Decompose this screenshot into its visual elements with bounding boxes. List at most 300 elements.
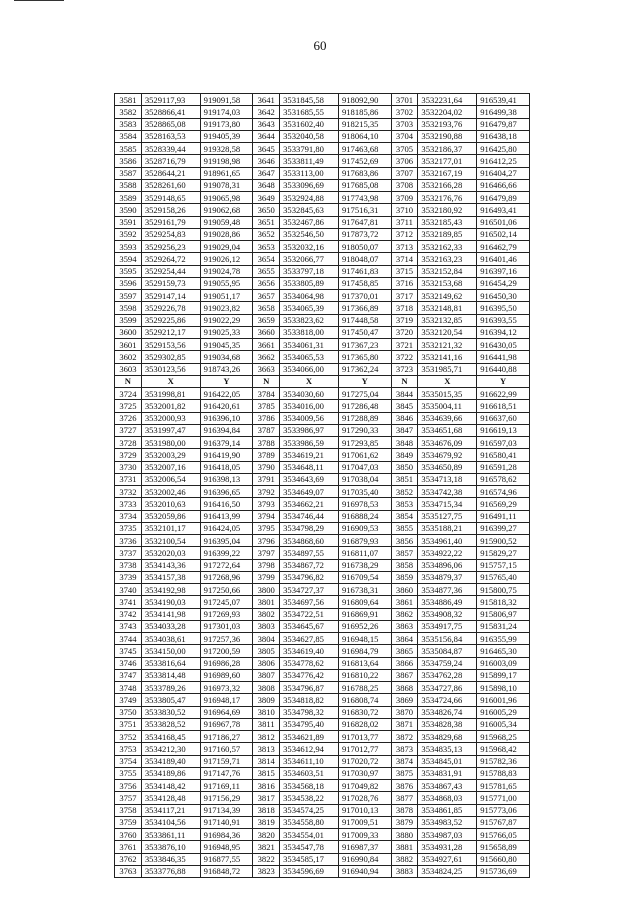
cell-y: 919055,95 <box>200 277 253 289</box>
cell-y: 916440,88 <box>477 363 530 375</box>
cell-x: 3534798,32 <box>280 706 339 718</box>
cell-y: 918185,86 <box>338 106 391 118</box>
cell-n: 3647 <box>253 167 280 179</box>
cell-n: 3720 <box>391 326 418 338</box>
cell-x: 3528865,08 <box>141 118 200 130</box>
cell-n: 3820 <box>253 829 280 841</box>
cell-n: 3735 <box>115 522 142 534</box>
cell-y: 917272,64 <box>200 559 253 571</box>
table-row <box>115 743 530 755</box>
cell-x: 3534143,36 <box>141 559 200 571</box>
cell-y: 915829,27 <box>477 547 530 559</box>
header-cell-n: N <box>253 375 280 387</box>
cell-n: 3588 <box>115 179 142 191</box>
cell-n: 3793 <box>253 498 280 510</box>
cell-y: 917516,31 <box>338 204 391 216</box>
cell-n: 3752 <box>115 731 142 743</box>
cell-n: 3747 <box>115 669 142 681</box>
cell-n: 3732 <box>115 486 142 498</box>
cell-y: 919034,68 <box>200 351 253 363</box>
cell-x: 3529302,85 <box>141 351 200 363</box>
cell-y: 917873,72 <box>338 228 391 240</box>
cell-y: 916909,53 <box>338 522 391 534</box>
header-cell-x: X <box>141 375 200 387</box>
table-row <box>115 412 530 424</box>
cell-x: 3532190,88 <box>418 130 477 142</box>
cell-n: 3584 <box>115 130 142 142</box>
cell-y: 919059,48 <box>200 216 253 228</box>
cell-x: 3534795,40 <box>280 718 339 730</box>
cell-n: 3754 <box>115 755 142 767</box>
cell-n: 3785 <box>253 400 280 412</box>
cell-n: 3715 <box>391 265 418 277</box>
cell-x: 3534824,25 <box>418 865 477 877</box>
cell-x: 3529147,14 <box>141 290 200 302</box>
cell-n: 3733 <box>115 498 142 510</box>
cell-x: 3534877,36 <box>418 584 477 596</box>
header-cell-x: X <box>280 375 339 387</box>
cell-n: 3883 <box>391 865 418 877</box>
table-row <box>115 351 530 363</box>
cell-y: 917013,77 <box>338 731 391 743</box>
cell-n: 3722 <box>391 351 418 363</box>
table-row <box>115 841 530 853</box>
cell-x: 3534189,86 <box>141 767 200 779</box>
cell-n: 3602 <box>115 351 142 363</box>
cell-x: 3534104,56 <box>141 816 200 828</box>
table-row <box>115 277 530 289</box>
cell-x: 3534016,00 <box>280 400 339 412</box>
cell-n: 3738 <box>115 559 142 571</box>
cell-x: 3532059,86 <box>141 510 200 522</box>
cell-y: 916394,12 <box>477 326 530 338</box>
cell-n: 3590 <box>115 204 142 216</box>
cell-y: 916578,62 <box>477 473 530 485</box>
cell-y: 915831,24 <box>477 620 530 632</box>
cell-y: 917035,40 <box>338 486 391 498</box>
cell-x: 3528644,21 <box>141 167 200 179</box>
cell-x: 3534192,98 <box>141 584 200 596</box>
cell-y: 916984,79 <box>338 645 391 657</box>
cell-x: 3535127,75 <box>418 510 477 522</box>
cell-n: 3755 <box>115 767 142 779</box>
cell-y: 916393,55 <box>477 314 530 326</box>
cell-x: 3532003,29 <box>141 449 200 461</box>
cell-y: 916948,17 <box>200 694 253 706</box>
cell-x: 3534189,40 <box>141 755 200 767</box>
cell-y: 919091,58 <box>200 94 253 106</box>
cell-x: 3532177,01 <box>418 155 477 167</box>
cell-n: 3726 <box>115 412 142 424</box>
cell-y: 918215,35 <box>338 118 391 130</box>
cell-x: 3534927,61 <box>418 853 477 865</box>
header-cell-n: N <box>115 375 142 387</box>
cell-x: 3532162,33 <box>418 241 477 253</box>
cell-x: 3528339,44 <box>141 143 200 155</box>
table-row <box>115 706 530 718</box>
cell-n: 3861 <box>391 596 418 608</box>
cell-x: 3532185,43 <box>418 216 477 228</box>
cell-n: 3585 <box>115 143 142 155</box>
cell-x: 3534033,28 <box>141 620 200 632</box>
cell-n: 3719 <box>391 314 418 326</box>
cell-y: 915818,32 <box>477 596 530 608</box>
table-row <box>115 865 530 877</box>
cell-n: 3812 <box>253 731 280 743</box>
cell-y: 916479,87 <box>477 118 530 130</box>
cell-x: 3529226,78 <box>141 302 200 314</box>
cell-y: 918064,10 <box>338 130 391 142</box>
cell-y: 915800,75 <box>477 584 530 596</box>
cell-n: 3650 <box>253 204 280 216</box>
cell-n: 3800 <box>253 584 280 596</box>
cell-y: 916987,37 <box>338 841 391 853</box>
cell-x: 3532924,88 <box>280 192 339 204</box>
cell-x: 3534676,09 <box>418 437 477 449</box>
cell-x: 3534619,21 <box>280 449 339 461</box>
cell-y: 919026,12 <box>200 253 253 265</box>
cell-x: 3534065,39 <box>280 302 339 314</box>
table-row <box>115 326 530 338</box>
cell-x: 3534061,31 <box>280 339 339 351</box>
cell-n: 3856 <box>391 535 418 547</box>
cell-y: 916422,05 <box>200 388 253 400</box>
cell-n: 3721 <box>391 339 418 351</box>
table-row <box>115 192 530 204</box>
cell-y: 916441,98 <box>477 351 530 363</box>
cell-x: 3534611,10 <box>280 755 339 767</box>
cell-x: 3534897,55 <box>280 547 339 559</box>
cell-x: 3534727,86 <box>418 682 477 694</box>
cell-n: 3821 <box>253 841 280 853</box>
table-row <box>115 106 530 118</box>
cell-n: 3854 <box>391 510 418 522</box>
cell-n: 3659 <box>253 314 280 326</box>
cell-n: 3806 <box>253 657 280 669</box>
cell-y: 916964,69 <box>200 706 253 718</box>
cell-n: 3581 <box>115 94 142 106</box>
cell-y: 917012,77 <box>338 743 391 755</box>
cell-x: 3534619,40 <box>280 645 339 657</box>
cell-y: 916418,05 <box>200 461 253 473</box>
cell-y: 917269,93 <box>200 608 253 620</box>
cell-x: 3532204,02 <box>418 106 477 118</box>
cell-n: 3759 <box>115 816 142 828</box>
cell-x: 3532166,28 <box>418 179 477 191</box>
cell-x: 3529212,17 <box>141 326 200 338</box>
cell-n: 3758 <box>115 804 142 816</box>
cell-n: 3592 <box>115 228 142 240</box>
cell-y: 919173,80 <box>200 118 253 130</box>
cell-y: 917367,23 <box>338 339 391 351</box>
cell-n: 3656 <box>253 277 280 289</box>
cell-x: 3534621,89 <box>280 731 339 743</box>
cell-x: 3532007,16 <box>141 461 200 473</box>
cell-x: 3534931,28 <box>418 841 477 853</box>
cell-x: 3533861,11 <box>141 829 200 841</box>
cell-n: 3598 <box>115 302 142 314</box>
cell-x: 3534961,40 <box>418 535 477 547</box>
cell-x: 3531998,81 <box>141 388 200 400</box>
cell-n: 3730 <box>115 461 142 473</box>
cell-x: 3528716,79 <box>141 155 200 167</box>
cell-y: 916809,64 <box>338 596 391 608</box>
cell-y: 916454,29 <box>477 277 530 289</box>
cell-y: 915898,10 <box>477 682 530 694</box>
cell-x: 3534038,61 <box>141 633 200 645</box>
cell-y: 919051,17 <box>200 290 253 302</box>
cell-x: 3534558,80 <box>280 816 339 828</box>
cell-y: 916395,50 <box>477 302 530 314</box>
cell-n: 3881 <box>391 841 418 853</box>
cell-n: 3757 <box>115 792 142 804</box>
cell-n: 3595 <box>115 265 142 277</box>
cell-n: 3710 <box>391 204 418 216</box>
table-row <box>115 804 530 816</box>
cell-x: 3533113,00 <box>280 167 339 179</box>
cell-y: 916438,18 <box>477 130 530 142</box>
cell-x: 3534064,98 <box>280 290 339 302</box>
cell-y: 919328,58 <box>200 143 253 155</box>
cell-y: 917156,29 <box>200 792 253 804</box>
cell-n: 3729 <box>115 449 142 461</box>
cell-x: 3534168,45 <box>141 731 200 743</box>
cell-x: 3534066,00 <box>280 363 339 375</box>
cell-x: 3534796,82 <box>280 571 339 583</box>
cell-y: 916618,51 <box>477 400 530 412</box>
cell-x: 3532010,63 <box>141 498 200 510</box>
table-row <box>115 473 530 485</box>
cell-y: 916869,91 <box>338 608 391 620</box>
table-row <box>115 682 530 694</box>
header-cell-y: Y <box>200 375 253 387</box>
cell-x: 3532132,85 <box>418 314 477 326</box>
cell-y: 915781,65 <box>477 780 530 792</box>
header-cell-y: Y <box>477 375 530 387</box>
cell-n: 3642 <box>253 106 280 118</box>
cell-y: 919023,82 <box>200 302 253 314</box>
cell-x: 3535188,21 <box>418 522 477 534</box>
cell-y: 919062,68 <box>200 204 253 216</box>
cell-y: 916810,22 <box>338 669 391 681</box>
cell-n: 3878 <box>391 804 418 816</box>
cell-y: 917683,86 <box>338 167 391 179</box>
cell-y: 916466,66 <box>477 179 530 191</box>
cell-y: 916005,29 <box>477 706 530 718</box>
cell-y: 919024,78 <box>200 265 253 277</box>
cell-n: 3813 <box>253 743 280 755</box>
cell-x: 3534030,60 <box>280 388 339 400</box>
cell-y: 916828,02 <box>338 718 391 730</box>
cell-x: 3534212,30 <box>141 743 200 755</box>
cell-n: 3804 <box>253 633 280 645</box>
cell-n: 3817 <box>253 792 280 804</box>
cell-x: 3534650,89 <box>418 461 477 473</box>
cell-y: 916379,14 <box>200 437 253 449</box>
cell-y: 917140,91 <box>200 816 253 828</box>
cell-n: 3877 <box>391 792 418 804</box>
cell-y: 916990,84 <box>338 853 391 865</box>
cell-y: 916450,30 <box>477 290 530 302</box>
cell-x: 3533846,35 <box>141 853 200 865</box>
cell-y: 917685,08 <box>338 179 391 191</box>
table-row <box>115 816 530 828</box>
cell-n: 3789 <box>253 449 280 461</box>
cell-y: 916501,06 <box>477 216 530 228</box>
cell-x: 3529161,79 <box>141 216 200 228</box>
table-row <box>115 118 530 130</box>
cell-y: 916569,29 <box>477 498 530 510</box>
table-row <box>115 510 530 522</box>
cell-n: 3599 <box>115 314 142 326</box>
cell-n: 3795 <box>253 522 280 534</box>
cell-y: 918743,26 <box>200 363 253 375</box>
cell-y: 916811,07 <box>338 547 391 559</box>
cell-y: 916419,90 <box>200 449 253 461</box>
table-row <box>115 228 530 240</box>
cell-x: 3532845,63 <box>280 204 339 216</box>
cell-x: 3534612,94 <box>280 743 339 755</box>
cell-y: 917200,59 <box>200 645 253 657</box>
cell-x: 3534148,42 <box>141 780 200 792</box>
table-row <box>115 241 530 253</box>
table-row <box>115 388 530 400</box>
cell-y: 917159,71 <box>200 755 253 767</box>
cell-x: 3534879,37 <box>418 571 477 583</box>
table-row <box>115 645 530 657</box>
cell-x: 3532186,37 <box>418 143 477 155</box>
cell-x: 3532101,17 <box>141 522 200 534</box>
cell-y: 916462,79 <box>477 241 530 253</box>
cell-x: 3532040,58 <box>280 130 339 142</box>
cell-x: 3535156,84 <box>418 633 477 645</box>
cell-y: 916813,64 <box>338 657 391 669</box>
cell-y: 917020,72 <box>338 755 391 767</box>
cell-n: 3819 <box>253 816 280 828</box>
cell-y: 916879,93 <box>338 535 391 547</box>
table-row <box>115 718 530 730</box>
cell-n: 3597 <box>115 290 142 302</box>
cell-n: 3788 <box>253 437 280 449</box>
table-row <box>115 486 530 498</box>
cell-x: 3533814,48 <box>141 669 200 681</box>
cell-n: 3844 <box>391 388 418 400</box>
cell-y: 917370,01 <box>338 290 391 302</box>
cell-n: 3661 <box>253 339 280 351</box>
cell-n: 3870 <box>391 706 418 718</box>
cell-n: 3790 <box>253 461 280 473</box>
cell-x: 3531980,00 <box>141 437 200 449</box>
cell-y: 919022,29 <box>200 314 253 326</box>
cell-n: 3655 <box>253 265 280 277</box>
cell-n: 3809 <box>253 694 280 706</box>
cell-n: 3586 <box>115 155 142 167</box>
cell-n: 3802 <box>253 608 280 620</box>
cell-n: 3862 <box>391 608 418 620</box>
cell-y: 917169,11 <box>200 780 253 792</box>
cell-n: 3734 <box>115 510 142 522</box>
cell-x: 3534746,44 <box>280 510 339 522</box>
cell-n: 3601 <box>115 339 142 351</box>
cell-y: 915900,52 <box>477 535 530 547</box>
cell-x: 3534574,25 <box>280 804 339 816</box>
cell-x: 3532167,19 <box>418 167 477 179</box>
cell-x: 3534727,37 <box>280 584 339 596</box>
cell-y: 916973,32 <box>200 682 253 694</box>
cell-n: 3751 <box>115 718 142 730</box>
cell-x: 3534603,51 <box>280 767 339 779</box>
cell-n: 3797 <box>253 547 280 559</box>
cell-n: 3746 <box>115 657 142 669</box>
cell-y: 919025,33 <box>200 326 253 338</box>
cell-x: 3533791,80 <box>280 143 339 155</box>
cell-n: 3739 <box>115 571 142 583</box>
cell-x: 3533816,64 <box>141 657 200 669</box>
cell-y: 917452,69 <box>338 155 391 167</box>
cell-n: 3763 <box>115 865 142 877</box>
cell-x: 3532189,85 <box>418 228 477 240</box>
cell-y: 917030,97 <box>338 767 391 779</box>
cell-y: 916399,27 <box>477 522 530 534</box>
table-row <box>115 767 530 779</box>
cell-n: 3731 <box>115 473 142 485</box>
cell-y: 916003,09 <box>477 657 530 669</box>
cell-x: 3534796,87 <box>280 682 339 694</box>
cell-y: 916622,99 <box>477 388 530 400</box>
cell-n: 3868 <box>391 682 418 694</box>
cell-y: 916479,89 <box>477 192 530 204</box>
cell-y: 916001,96 <box>477 694 530 706</box>
table-row <box>115 657 530 669</box>
cell-n: 3858 <box>391 559 418 571</box>
cell-y: 917647,81 <box>338 216 391 228</box>
cell-n: 3810 <box>253 706 280 718</box>
cell-n: 3737 <box>115 547 142 559</box>
cell-n: 3741 <box>115 596 142 608</box>
cell-n: 3807 <box>253 669 280 681</box>
cell-y: 917009,51 <box>338 816 391 828</box>
cell-n: 3873 <box>391 743 418 755</box>
cell-y: 917028,76 <box>338 792 391 804</box>
table-row <box>115 633 530 645</box>
cell-x: 3533986,97 <box>280 424 339 436</box>
cell-x: 3534648,11 <box>280 461 339 473</box>
cell-x: 3534585,17 <box>280 853 339 865</box>
cell-x: 3529264,72 <box>141 253 200 265</box>
cell-x: 3533776,88 <box>141 865 200 877</box>
cell-y: 915782,36 <box>477 755 530 767</box>
table-row <box>115 302 530 314</box>
cell-n: 3724 <box>115 388 142 400</box>
cell-n: 3857 <box>391 547 418 559</box>
cell-x: 3532152,84 <box>418 265 477 277</box>
cell-y: 917362,24 <box>338 363 391 375</box>
cell-n: 3816 <box>253 780 280 792</box>
cell-x: 3533811,49 <box>280 155 339 167</box>
table-row <box>115 265 530 277</box>
table-row <box>115 290 530 302</box>
cell-n: 3794 <box>253 510 280 522</box>
cell-y: 916709,54 <box>338 571 391 583</box>
cell-n: 3660 <box>253 326 280 338</box>
cell-x: 3534713,18 <box>418 473 477 485</box>
cell-n: 3587 <box>115 167 142 179</box>
cell-n: 3822 <box>253 853 280 865</box>
table-row <box>115 449 530 461</box>
cell-y: 917160,57 <box>200 743 253 755</box>
cell-x: 3532066,77 <box>280 253 339 265</box>
cell-x: 3534867,72 <box>280 559 339 571</box>
